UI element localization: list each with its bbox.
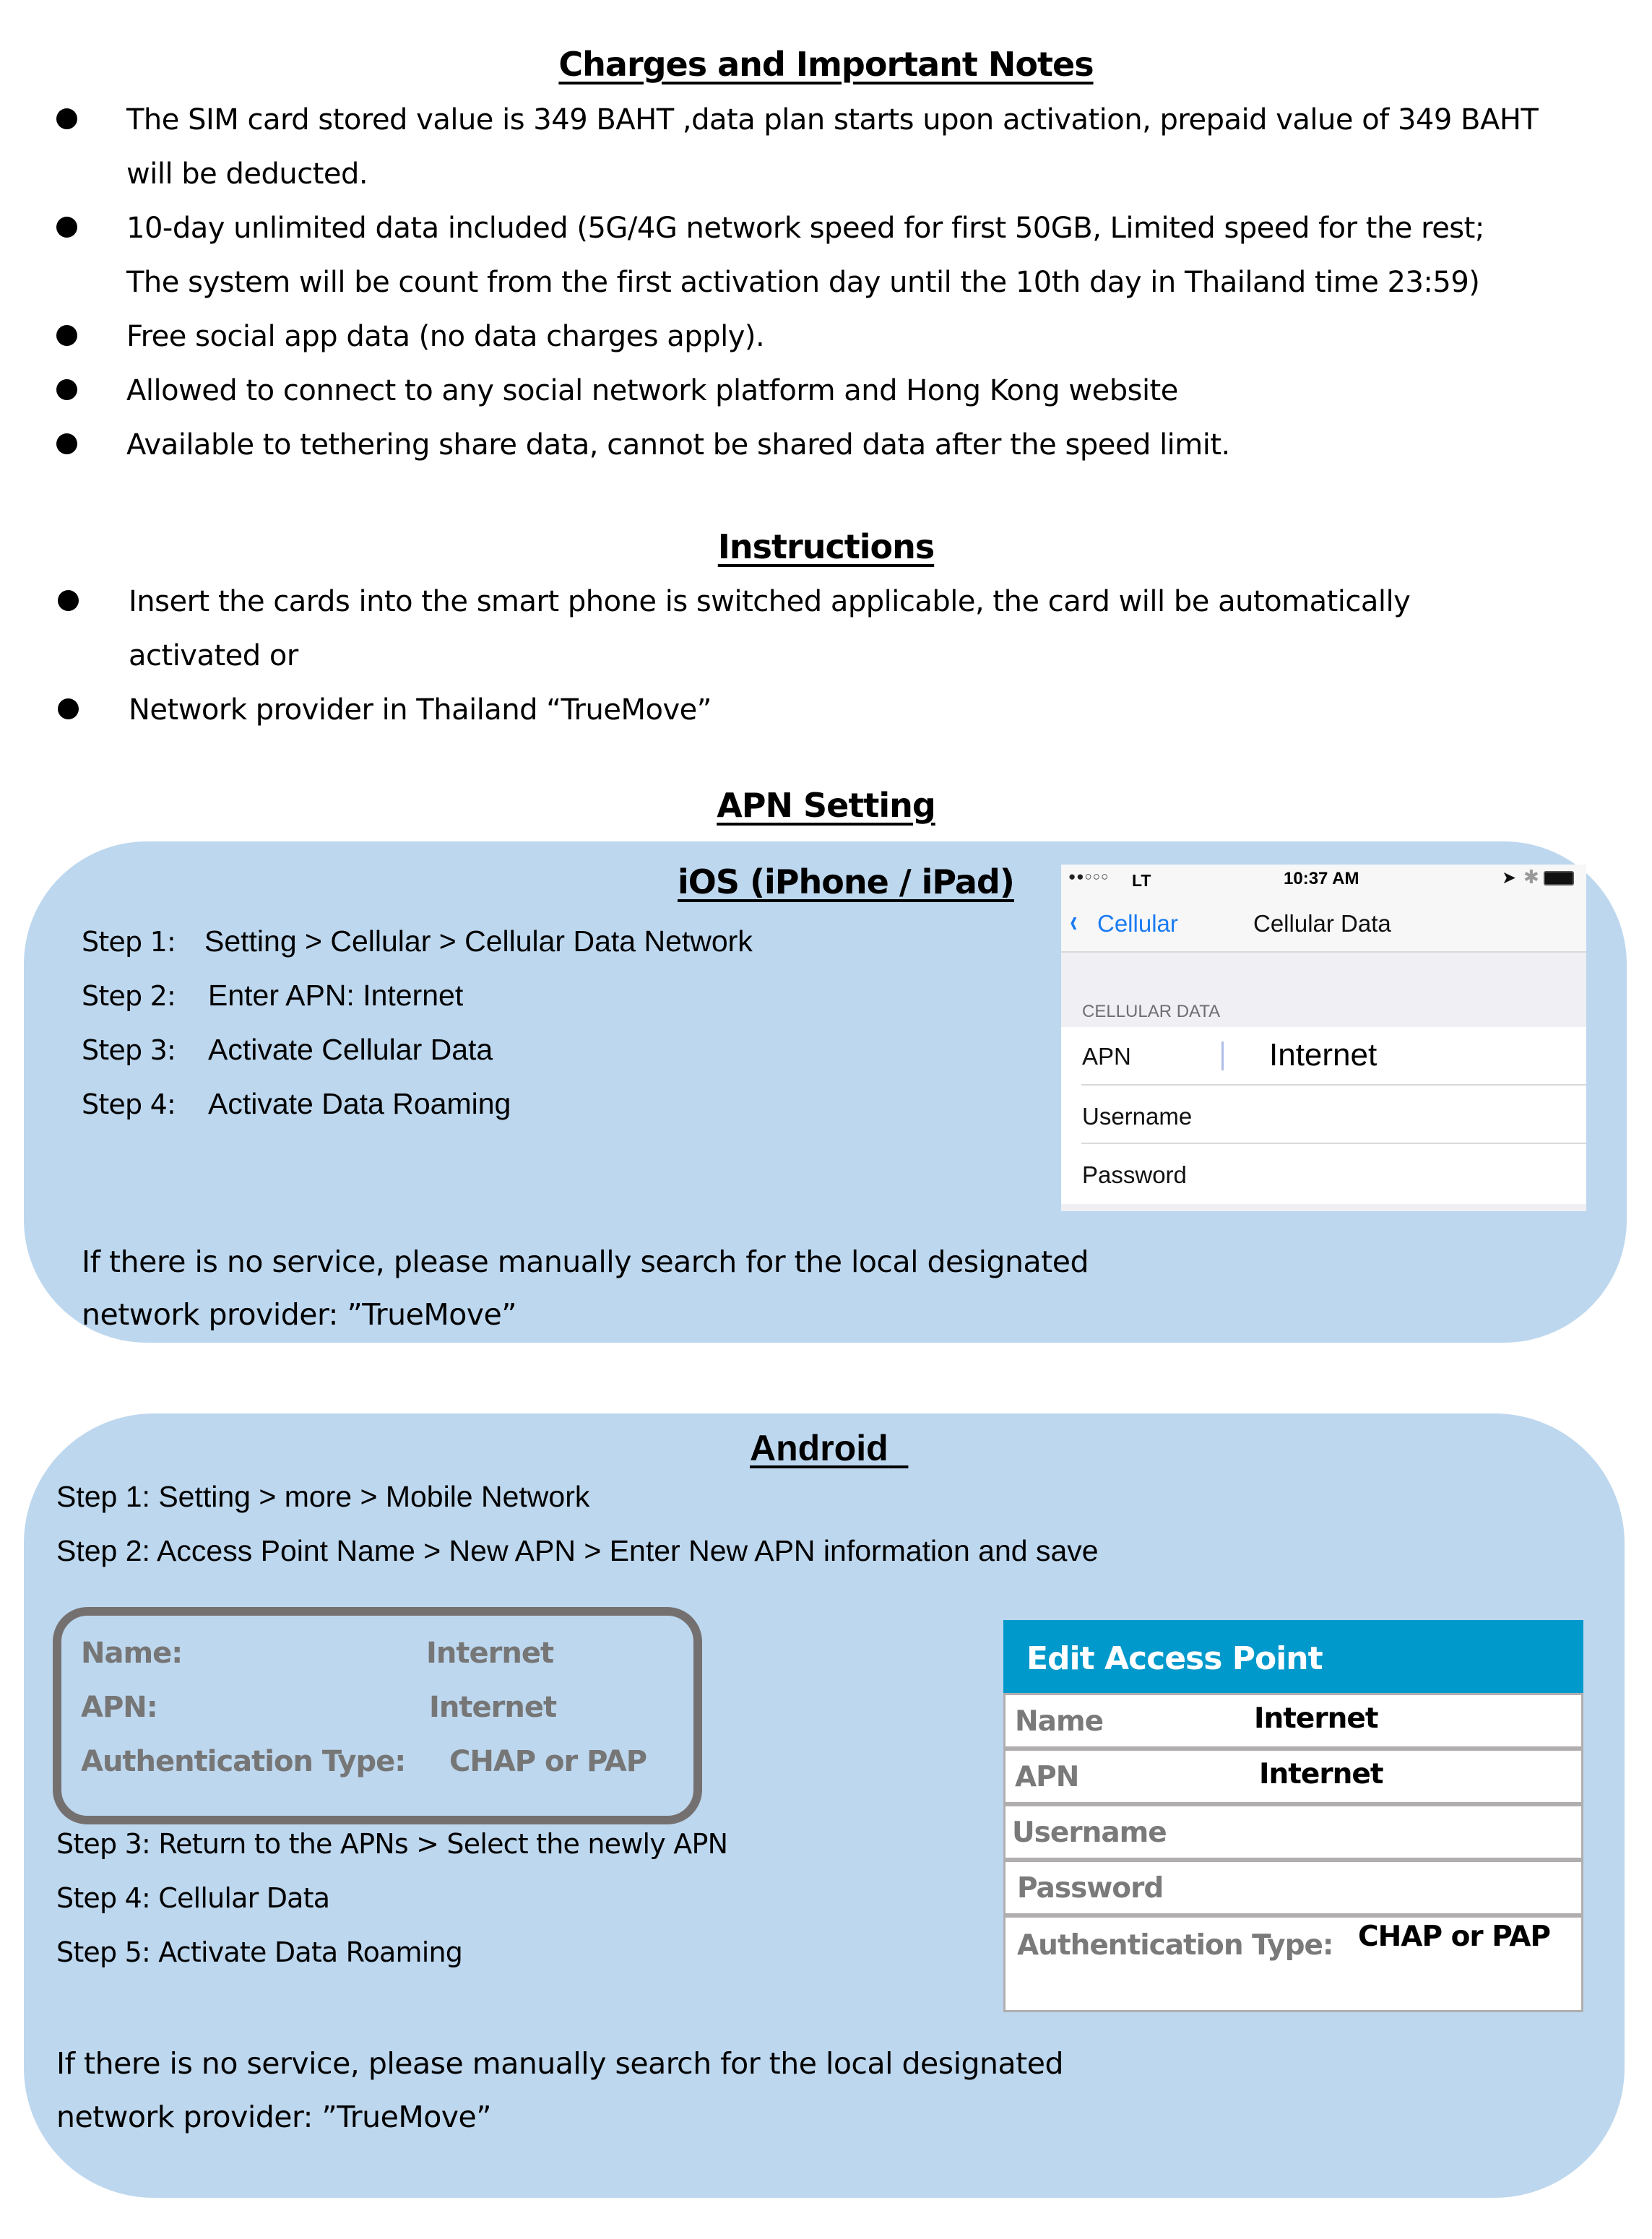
text-cursor: [1221, 1041, 1224, 1070]
summary-auth-label: Authentication Type:: [81, 1745, 406, 1778]
instructions-item-1-line-1: Insert the cards into the smart phone is switched applicable, the card will be automatically: [129, 585, 1411, 618]
charges-item-1-line-2: will be deducted.: [126, 157, 368, 191]
edit-access-point-title: Edit Access Point: [1026, 1640, 1323, 1677]
android-title: Android: [750, 1428, 888, 1468]
signal-strength-icon: ●●○○○: [1068, 870, 1110, 883]
ios-note-line-1: If there is no service, please manually search for the local designated: [82, 1244, 1089, 1279]
bullet-icon: [56, 108, 77, 129]
eap-auth-row[interactable]: [1003, 1915, 1583, 2012]
android-step-4: Step 4: Cellular Data: [56, 1882, 330, 1914]
android-step-5: Step 5: Activate Data Roaming: [56, 1936, 463, 1968]
ios-section-header: [1061, 953, 1586, 1028]
android-note-line-1: If there is no service, please manually search for the local designated: [56, 2046, 1063, 2081]
bullet-icon: [56, 217, 77, 238]
eap-password-label: Password: [1017, 1872, 1164, 1905]
ios-step-2-text: Enter APN: Internet: [208, 979, 464, 1012]
ios-title: iOS (iPhone / iPad): [678, 862, 1014, 901]
charges-item-1-line-1: The SIM card stored value is 349 BAHT ,data plan starts upon activation, prepaid value of 349 BAHT: [126, 103, 1539, 137]
password-label: Password: [1082, 1161, 1187, 1188]
ios-password-row[interactable]: [1061, 1144, 1586, 1204]
ios-step-3-text: Activate Cellular Data: [208, 1033, 493, 1066]
android-step-2: Step 2: Access Point Name > New APN > Enter New APN information and save: [56, 1534, 1099, 1567]
eap-username-label: Username: [1012, 1816, 1167, 1849]
edit-access-point-screen: [1003, 1620, 1583, 2012]
status-time: 10:37 AM: [1284, 869, 1359, 888]
ios-apn-row[interactable]: [1061, 1027, 1586, 1086]
instructions-heading: Instructions: [717, 527, 935, 566]
apn-label: APN: [1082, 1043, 1131, 1070]
android-note-line-2: network provider: ”TrueMove”: [56, 2100, 492, 2134]
ios-step-3-label: Step 3:: [82, 1034, 176, 1066]
summary-apn-value: Internet: [429, 1691, 557, 1724]
ios-step-2-label: Step 2:: [82, 980, 176, 1012]
apn-setting-heading: APN Setting: [717, 786, 935, 825]
bullet-icon: [58, 698, 79, 719]
charges-item-3: Free social app data (no data charges apply).: [126, 320, 765, 353]
charges-item-4: Allowed to connect to any social network platform and Hong Kong website: [126, 374, 1178, 407]
eap-username-row[interactable]: [1003, 1804, 1583, 1860]
ios-status-bar: [1061, 865, 1586, 893]
android-step-1: Step 1: Setting > more > Mobile Network: [56, 1480, 590, 1513]
bullet-icon: [56, 433, 77, 454]
eap-password-row[interactable]: [1003, 1860, 1583, 1915]
username-label: Username: [1082, 1103, 1193, 1130]
chevron-left-icon[interactable]: ‹: [1070, 904, 1078, 939]
summary-name-label: Name:: [81, 1637, 183, 1670]
summary-apn-label: APN:: [81, 1691, 157, 1724]
bluetooth-icon: ✱: [1523, 866, 1539, 888]
ios-username-row[interactable]: [1061, 1086, 1586, 1144]
ios-nav-bar: [1061, 893, 1586, 953]
ios-step-4-text: Activate Data Roaming: [208, 1087, 511, 1120]
apn-field-value[interactable]: Internet: [1269, 1037, 1378, 1073]
eap-auth-label: Authentication Type:: [1017, 1929, 1333, 1962]
eap-name-row[interactable]: [1003, 1693, 1583, 1749]
bullet-icon: [56, 325, 77, 346]
instructions-item-2: Network provider in Thailand “TrueMove”: [129, 693, 712, 727]
ios-step-4-label: Step 4:: [82, 1088, 176, 1120]
charges-heading: Charges and Important Notes: [558, 45, 1094, 84]
charges-item-2-line-1: 10-day unlimited data included (5G/4G network speed for first 50GB, Limited speed for the rest;: [126, 212, 1484, 245]
battery-icon: [1544, 871, 1574, 885]
bullet-icon: [56, 379, 77, 400]
summary-auth-value: CHAP or PAP: [449, 1745, 647, 1778]
eap-apn-label: APN: [1015, 1761, 1079, 1793]
eap-auth-value[interactable]: CHAP or PAP: [1358, 1920, 1550, 1953]
section-header-label: CELLULAR DATA: [1082, 1002, 1221, 1021]
back-button-cellular[interactable]: Cellular: [1097, 910, 1178, 937]
charges-item-5: Available to tethering share data, cannot be shared data after the speed limit.: [126, 428, 1230, 462]
instructions-item-1-line-2: activated or: [129, 639, 298, 672]
edit-access-point-header: [1003, 1620, 1583, 1693]
nav-title: Cellular Data: [1253, 910, 1391, 937]
eap-apn-value[interactable]: Internet: [1259, 1758, 1383, 1790]
eap-name-value[interactable]: Internet: [1254, 1702, 1378, 1735]
ios-cellular-data-screen: [1061, 865, 1586, 1211]
eap-name-label: Name: [1015, 1705, 1104, 1738]
android-step-3: Step 3: Return to the APNs > Select the newly APN: [56, 1828, 728, 1860]
ios-step-1-label: Step 1:: [82, 926, 176, 958]
carrier-name: LT: [1132, 871, 1151, 890]
ios-note-line-2: network provider: ”TrueMove”: [82, 1300, 517, 1330]
eap-apn-row[interactable]: [1003, 1749, 1583, 1804]
charges-item-2-line-2: The system will be count from the first activation day until the 10th day in Thailand time 23:59): [126, 266, 1480, 299]
ios-step-1-text: Setting > Cellular > Cellular Data Network: [204, 924, 753, 958]
bullet-icon: [58, 590, 79, 611]
summary-name-value: Internet: [426, 1637, 554, 1670]
location-arrow-icon: ➤: [1502, 868, 1517, 888]
